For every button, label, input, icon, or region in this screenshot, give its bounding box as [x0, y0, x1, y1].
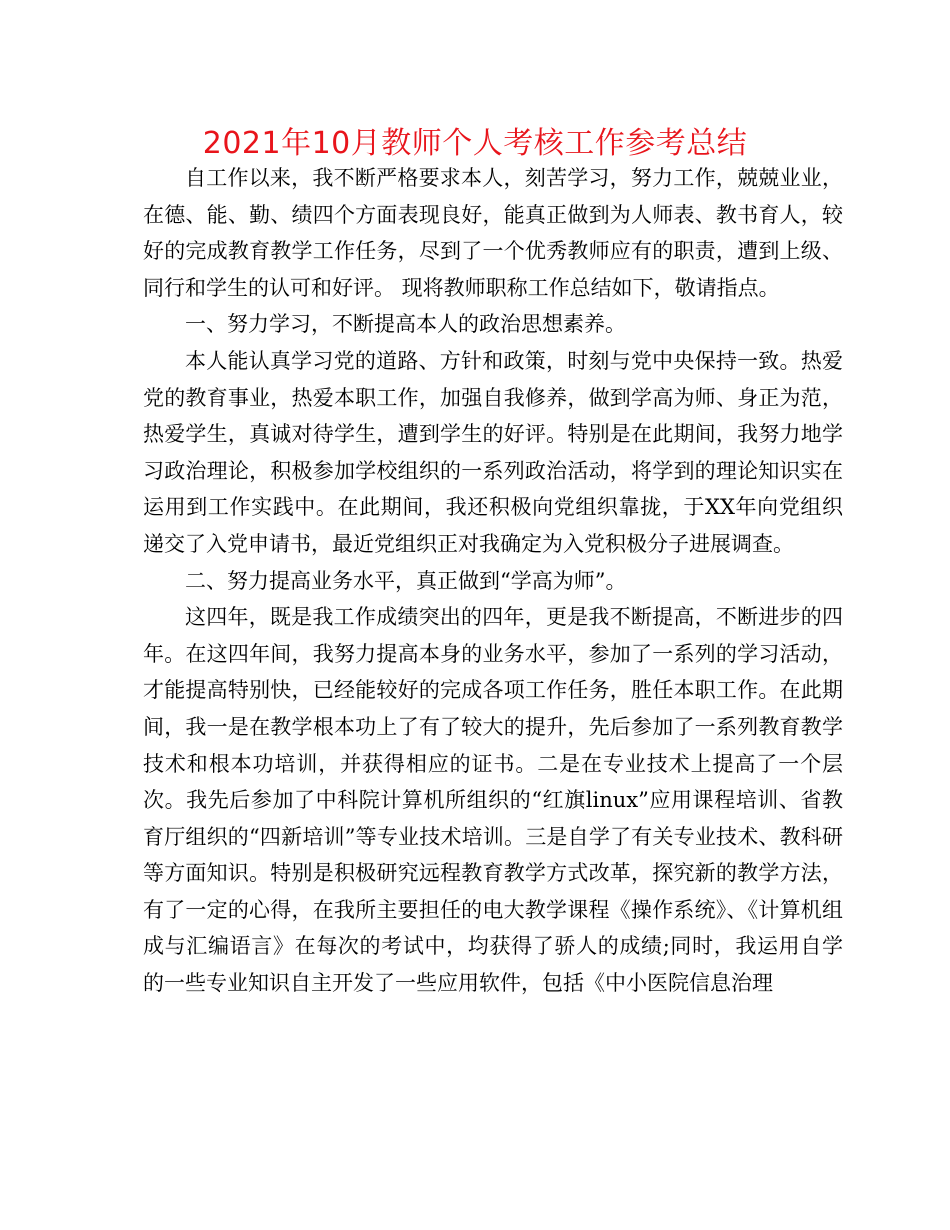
paragraph-section-1: 本人能认真学习党的道路、方针和政策，时刻与党中央保持一致。热爱党的教育事业，热爱本职工作，加强自我修养，做到学高为师、身正为范，热爱学生，真诚对待学生，遭到学生的好评。特别是在此期间，我努力地学习政治理论，积极参加学校组织的一系列政治活动，将学到的理论知识实在运用到工作实践中。在此期间，我还积极向党组织靠拢，于XX年向党组织递交了入党申请书，最近党组织正对我确定为入党积极分子进展调查。 [143, 348, 843, 556]
heading-section-2: 二、努力提高业务水平，真正做到“学高为师”。 [185, 568, 627, 593]
document-body [143, 160, 843, 1002]
document-title: 2021年10月教师个人考核工作参考总结 [202, 126, 748, 161]
heading-section-1: 一、努力学习，不断提高本人的政治思想素养。 [185, 312, 626, 337]
paragraph-section-2: 这四年，既是我工作成绩突出的四年，更是我不断提高，不断进步的四年。在这四年间，我努力提高本身的业务水平，参加了一系列的学习活动，才能提高特别快，已经能较好的完成各项工作任务，胜任本职工作。在此期间，我一是在教学根本功上了有了较大的提升，先后参加了一系列教育教学技术和根本功培训，并获得相应的证书。二是在专业技术上提高了一个层次。我先后参加了中科院计算机所组织的“红旗linux”应用课程培训、省教育厅组织的“四新培训”等专业技术培训。三是自学了有关专业技术、教科研等方面知识。特别是积极研究远程教育教学方式改革，探究新的教学方法，有了一定的心得，在我所主要担任的电大教学课程《操作系统》、《计算机组成与汇编语言》在每次的考试中，均获得了骄人的成绩;同时，我运用自学的一些专业知识自主开发了一些应用软件，包括《中小医院信息治理 [143, 605, 843, 996]
paragraph-intro: 自工作以来，我不断严格要求本人，刻苦学习，努力工作，兢兢业业，在德、能、勤、绩四个方面表现良好，能真正做到为人师表、教书育人，较好的完成教育教学工作任务，尽到了一个优秀教师应有的职责，遭到上级、同行和学生的认可和好评。 现将教师职称工作总结如下，敬请指点。 [143, 166, 843, 300]
